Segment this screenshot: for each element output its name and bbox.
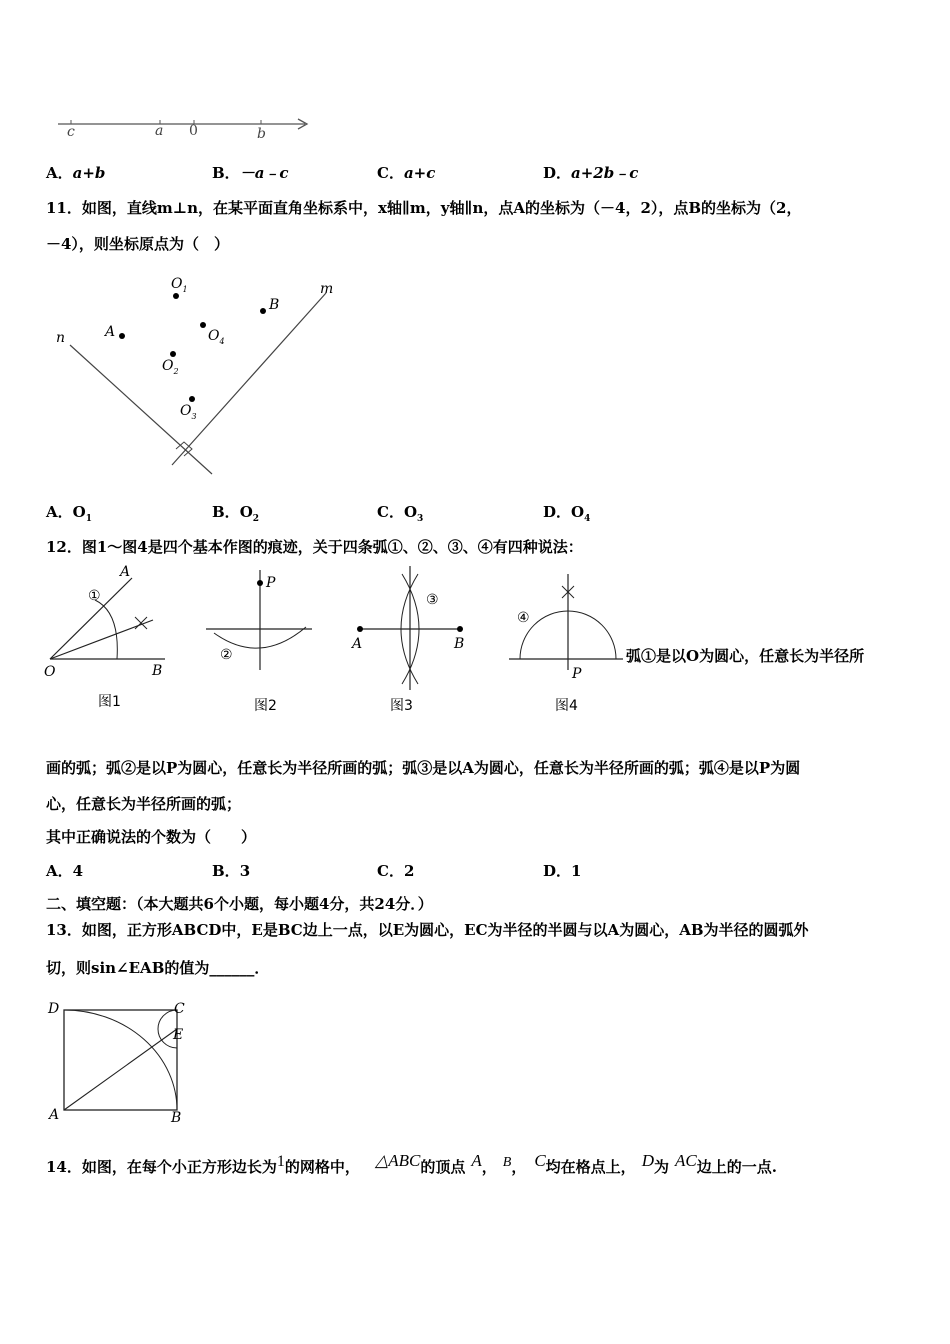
number-line-figure: [55, 112, 315, 146]
q11-label-b: B: [269, 297, 280, 313]
q11-label-o2: $O_2$: [162, 358, 179, 376]
q13-label-b: B: [171, 1110, 182, 1126]
q11-option-d[interactable]: D．$O_4$: [543, 503, 591, 524]
f3-caption: 图3: [390, 698, 413, 714]
q11-point-o2: [170, 351, 176, 357]
q13-label-d: D: [48, 1001, 60, 1017]
q12-stem-line1: 12．图1～图4是四个基本作图的痕迹，关于四条弧①、②、③、④有四种说法：: [46, 538, 583, 556]
f3-label-a: A: [352, 636, 363, 652]
q11-label-n: n: [56, 330, 66, 346]
q10-option-a[interactable]: A．a+b: [46, 164, 106, 182]
q12-figure-2: [200, 562, 320, 720]
q12-option-b[interactable]: B．3: [212, 862, 251, 880]
q11-label-o3: $O_3$: [180, 403, 197, 421]
q12-figure-1: [40, 562, 180, 720]
q11-point-o1: [173, 293, 179, 299]
q11-option-c[interactable]: C．$O_3$: [377, 503, 424, 524]
q14-stem: 14．如图，在每个小正方形边长为$^1$的网格中， $^{\triangle ABC}$的顶点 $^A$， $^B$， $^C$均在格点上， $^D$为 $^{AC}$边上的一点.: [46, 1151, 777, 1176]
q10-option-b[interactable]: B．－a﹣c: [212, 164, 289, 182]
q12-figure-4: [505, 562, 627, 720]
q13-figure: [44, 996, 194, 1126]
q11-label-o1: $O_1$: [171, 276, 188, 294]
q12-figure-3: [348, 562, 478, 720]
f1-label-a: A: [120, 564, 131, 580]
f2-label-p: P: [266, 575, 276, 591]
q11-point-o3: [189, 396, 195, 402]
q12-statement-line2: 画的弧；弧②是以P为圆心，任意长为半径所画的弧；弧③是以A为圆心，任意长为半径所画的弧；弧④是以P为圆: [46, 759, 801, 777]
q11-option-b[interactable]: B．$O_2$: [212, 503, 260, 524]
q11-label-m: m: [320, 281, 334, 297]
q12-option-d[interactable]: D．1: [543, 862, 582, 880]
f3-label-b: B: [454, 636, 465, 652]
f1-label-b: B: [152, 663, 163, 679]
q12-statement-line3: 心，任意长为半径所画的弧；: [46, 795, 242, 813]
nl-label-b: b: [257, 126, 266, 142]
nl-label-a: a: [155, 123, 164, 139]
q13-label-e: E: [173, 1027, 184, 1043]
q13-stem-line1: 13．如图，正方形ABCD中，E是BC边上一点，以E为圆心，EC为半径的半圆与以A为圆心，AB为半径的圆弧外: [46, 921, 809, 939]
q12-inline-statement: 弧①是以O为圆心，任意长为半径所: [626, 647, 865, 665]
q12-option-c[interactable]: C．2: [377, 862, 415, 880]
q13-label-a: A: [49, 1107, 60, 1123]
q11-stem-line2: －4），则坐标原点为（ ）: [46, 235, 229, 253]
q13-label-c: C: [174, 1001, 185, 1017]
q10-option-d[interactable]: D．a+2b﹣c: [543, 164, 639, 182]
f2-caption: 图2: [254, 698, 277, 714]
f2-label-arc: ②: [220, 647, 233, 663]
f1-caption: 图1: [98, 694, 121, 710]
q11-point-o4: [200, 322, 206, 328]
q13-stem-line2: 切，则sin∠EAB的值为______．: [46, 959, 270, 977]
f4-label-p: P: [572, 666, 582, 682]
q11-point-b: [260, 308, 266, 314]
f1-label-o: O: [44, 664, 56, 680]
q11-option-a[interactable]: A．$O_1$: [46, 503, 92, 524]
f1-label-arc: ①: [88, 588, 101, 604]
f4-caption: 图4: [555, 698, 578, 714]
q11-label-o4: $O_4$: [208, 328, 225, 346]
f3-label-arc: ③: [426, 592, 439, 608]
q12-option-a[interactable]: A．4: [46, 862, 84, 880]
q12-question: 其中正确说法的个数为（ ）: [46, 828, 257, 846]
q11-stem-line1: 11．如图，直线m⊥n，在某平面直角坐标系中，x轴∥m，y轴∥n，点A的坐标为（－4，2），点B的坐标为（2，: [46, 199, 802, 217]
q11-point-a: [119, 333, 125, 339]
nl-label-zero: 0: [189, 123, 198, 139]
q11-figure: [50, 272, 350, 482]
q10-option-c[interactable]: C．a+c: [377, 164, 436, 182]
q11-label-a: A: [105, 324, 116, 340]
f4-label-arc: ④: [517, 610, 530, 626]
nl-label-c: c: [67, 124, 75, 140]
section-2-heading: 二、填空题：（本大题共6个小题，每小题4分，共24分．）: [46, 895, 433, 913]
